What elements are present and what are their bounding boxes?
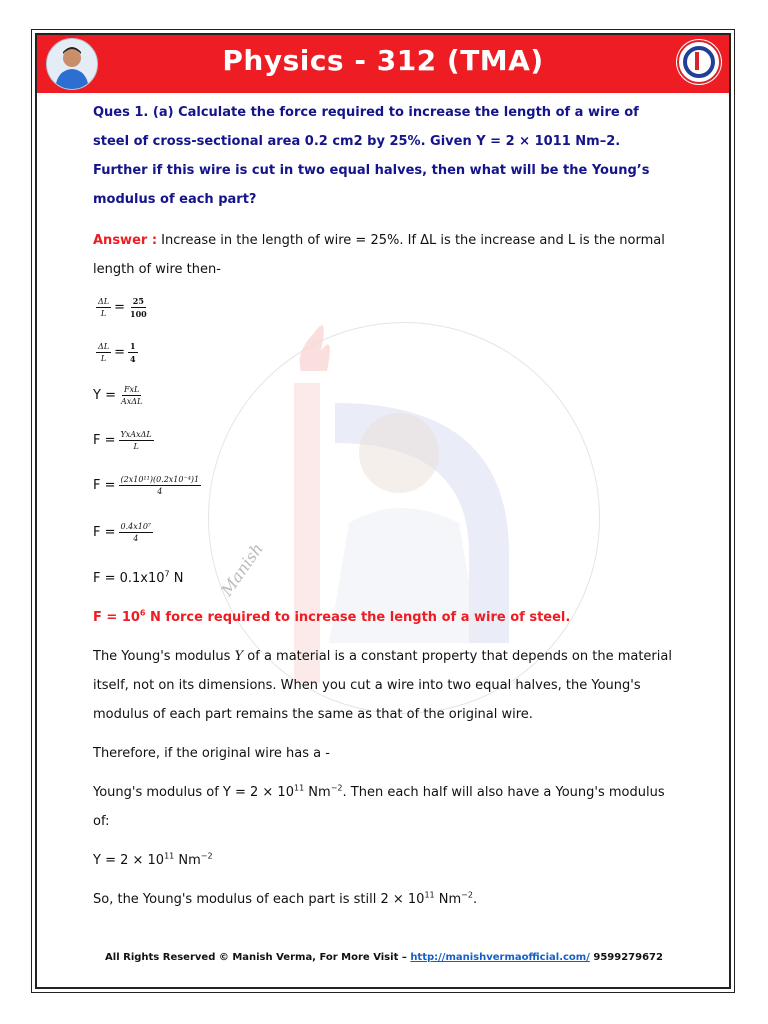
answer-paragraph	[93, 226, 677, 284]
fraction-rhs: $\frac{1}{4}$	[130, 341, 136, 364]
logo-emblem-icon	[676, 39, 722, 85]
modulus-value: $Y = 2 \times 10^{11}$ $Nm^{-2}$	[93, 851, 213, 868]
institute-logo	[676, 39, 722, 85]
fraction: $\frac{\text{FxL}}{\text{AxΔL}}$	[120, 385, 143, 406]
fraction-lhs: $\frac{\Delta L}{L}$	[98, 297, 110, 318]
author-avatar	[46, 38, 98, 90]
fraction-lhs: $\frac{\Delta L}{L}$	[98, 342, 110, 363]
person-icon	[47, 39, 97, 89]
answer-intro: Increase in the length of wire = 25%. If ΔL is the increase and L is the normal length of wire then-	[93, 233, 665, 277]
page-title: Physics - 312 (TMA)	[222, 44, 544, 77]
equation-ratio-quarter: $\frac{\Delta L}{L}$ = $\frac{1}{4}$	[98, 341, 136, 364]
equation-force-substitution: F = $\frac{\text{(2x10¹¹)(0.2x10⁻⁴)1}}{4}$	[93, 475, 200, 496]
fraction: $\frac{\text{YxAxΔL}}{L}$	[120, 430, 152, 451]
equation-force-result: $F = 0.1x10^7$ N	[93, 569, 184, 586]
footer: All Rights Reserved © Manish Verma, For More Visit – http://manishvermaofficial.com/ 9599279672	[105, 952, 663, 963]
header-banner	[37, 35, 729, 93]
website-link[interactable]: http://manishvermaofficial.com/	[410, 952, 590, 963]
conclusion-line: $F = 10^6$ N force required to increase the length of a wire of steel.	[93, 608, 571, 625]
explanation-paragraph: The Young's modulus Y of a material is a constant property that depends on the material itself, not on its dimensions. When you cut a wire into two equal halves, the Young's modulus of each part remains the same as that of the original wire.	[93, 649, 672, 722]
modulus-statement: Young's modulus of $Y = 2 \times 10^{11}$ $Nm^{-2}$. Then each half will also have a Young's modulus of:	[93, 783, 665, 829]
question-text: Ques 1. (a) Calculate the force required to increase the length of a wire of steel of cross-sectional area 0.2 cm2 by 25%. Given Y = 2 × 1011 Nm–2. Further if this wire is cut in two equal halves, then what will be the Young’s modulus of each part?	[93, 105, 650, 207]
therefore-line: Therefore, if the original wire has a -	[93, 746, 330, 761]
fraction: $\frac{\text{0.4x10⁷}}{4}$	[120, 522, 152, 543]
watermark-signature: Manish	[216, 539, 267, 600]
equation-ratio-25: $\frac{\Delta L}{L}$ = $\frac{25}{100}$	[98, 296, 147, 319]
equation-force-formula: F = $\frac{\text{YxAxΔL}}{L}$	[93, 430, 152, 451]
equation-force-simplified: F = $\frac{\text{0.4x10⁷}}{4}$	[93, 522, 152, 543]
equation-youngs-definition: Y = $\frac{\text{FxL}}{\text{AxΔL}}$	[93, 385, 143, 406]
fraction: $\frac{\text{(2x10¹¹)(0.2x10⁻⁴)1}}{4}$	[120, 475, 200, 496]
answer-label: Answer :	[93, 233, 158, 248]
fraction-rhs: $\frac{25}{100}$	[130, 296, 147, 319]
final-statement: So, the Young's modulus of each part is still $2 \times 10^{11}$ $Nm^{-2}$.	[93, 890, 478, 907]
